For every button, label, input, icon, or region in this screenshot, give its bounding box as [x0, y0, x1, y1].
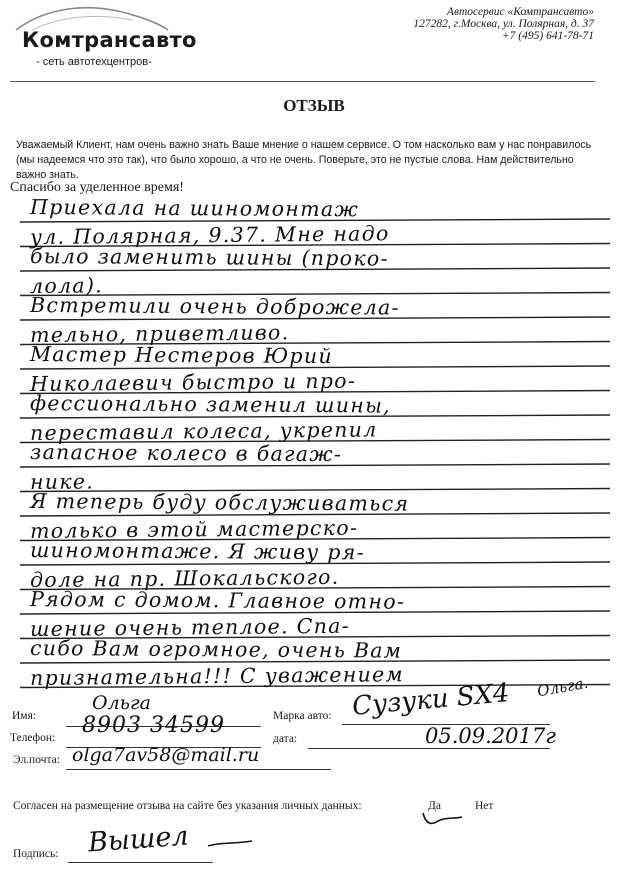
car-value: Сузуки SX4	[350, 678, 511, 722]
review-line: сибо Вам огромное, очень Вам	[29, 635, 403, 663]
company-name: Автосервис «Комтрансавто»	[446, 6, 594, 18]
review-line: шиномонтаже. Я живу ря-	[29, 537, 365, 565]
review-line: лола).	[29, 272, 104, 298]
phone-value: 8903 34599	[82, 713, 225, 738]
consent-no: Нет	[475, 800, 494, 812]
date-line	[308, 748, 550, 749]
phone-label: Телефон:	[10, 732, 56, 744]
review-line: фессионально заменил шины,	[29, 390, 392, 418]
car-label: Марка авто:	[273, 710, 332, 722]
logo-title: Комтрансавто	[22, 28, 197, 52]
review-line: Николаевич быстро и про-	[29, 368, 357, 396]
intro-text: Уважаемый Клиент, нам очень важно знать Ваше мнение о нашем сервисе. О том насколько вам у нас понравилось (мы надеемся что это так), что было хорошо, а что не очень. Поверьте, это не пустые слова. Нам действительно важно знать.	[16, 139, 592, 181]
name-value: Ольга	[92, 692, 151, 714]
review-line: только в этой мастерско-	[29, 515, 359, 543]
consent-label: Согласен на размещение отзыва на сайте без указания личных данных:	[13, 800, 362, 812]
form-title: ОТЗЫВ	[283, 96, 345, 115]
date-value: 05.09.2017г	[425, 724, 556, 748]
name-label: Имя:	[12, 710, 37, 722]
review-line: Приехала на шиномонтаж	[29, 194, 360, 222]
thanks-text: Спасибо за уделенное время!	[10, 180, 184, 195]
company-phone: +7 (495) 641-78-71	[501, 30, 594, 42]
review-line: тельно, приветливо.	[29, 319, 290, 347]
signature-label: Подпись:	[13, 848, 59, 860]
review-line: было заменить шины (проко-	[29, 243, 389, 271]
email-label: Эл.почта:	[13, 754, 60, 766]
company-address: 127282, г.Москва, ул. Полярная, д. 37	[413, 18, 594, 30]
review-line: доле на пр. Шокальского.	[29, 564, 340, 592]
date-label: дата:	[273, 733, 298, 745]
signature-flourish	[206, 838, 256, 850]
signature-line	[68, 862, 213, 863]
review-line: Встретили очень доброжела-	[29, 292, 400, 320]
review-line: шение очень теплое. Спа-	[29, 613, 351, 641]
review-line: ул. Полярная, 9.37. Мне надо	[29, 220, 390, 249]
consent-yes: Да	[428, 800, 441, 812]
email-line	[66, 769, 331, 770]
consent-yes-underline-mark	[420, 807, 465, 829]
review-line: запасное колесо в багаж-	[29, 439, 343, 467]
review-line: признательна!!! С уважением	[29, 661, 404, 690]
review-line: Я теперь буду обслуживаться	[29, 488, 410, 516]
signature-value: Вышел	[87, 820, 190, 859]
closing-signature: Ольга.	[535, 673, 590, 701]
logo-subtitle: - сеть автотехцентров-	[36, 56, 152, 68]
review-line: переставил колеса, укрепил	[29, 416, 378, 445]
email-value: olga7av58@mail.ru	[72, 744, 260, 766]
review-line: нике.	[29, 468, 95, 494]
review-line: Мастер Нестеров Юрий	[29, 341, 333, 369]
review-line: Рядом с домом. Главное отно-	[29, 586, 406, 614]
